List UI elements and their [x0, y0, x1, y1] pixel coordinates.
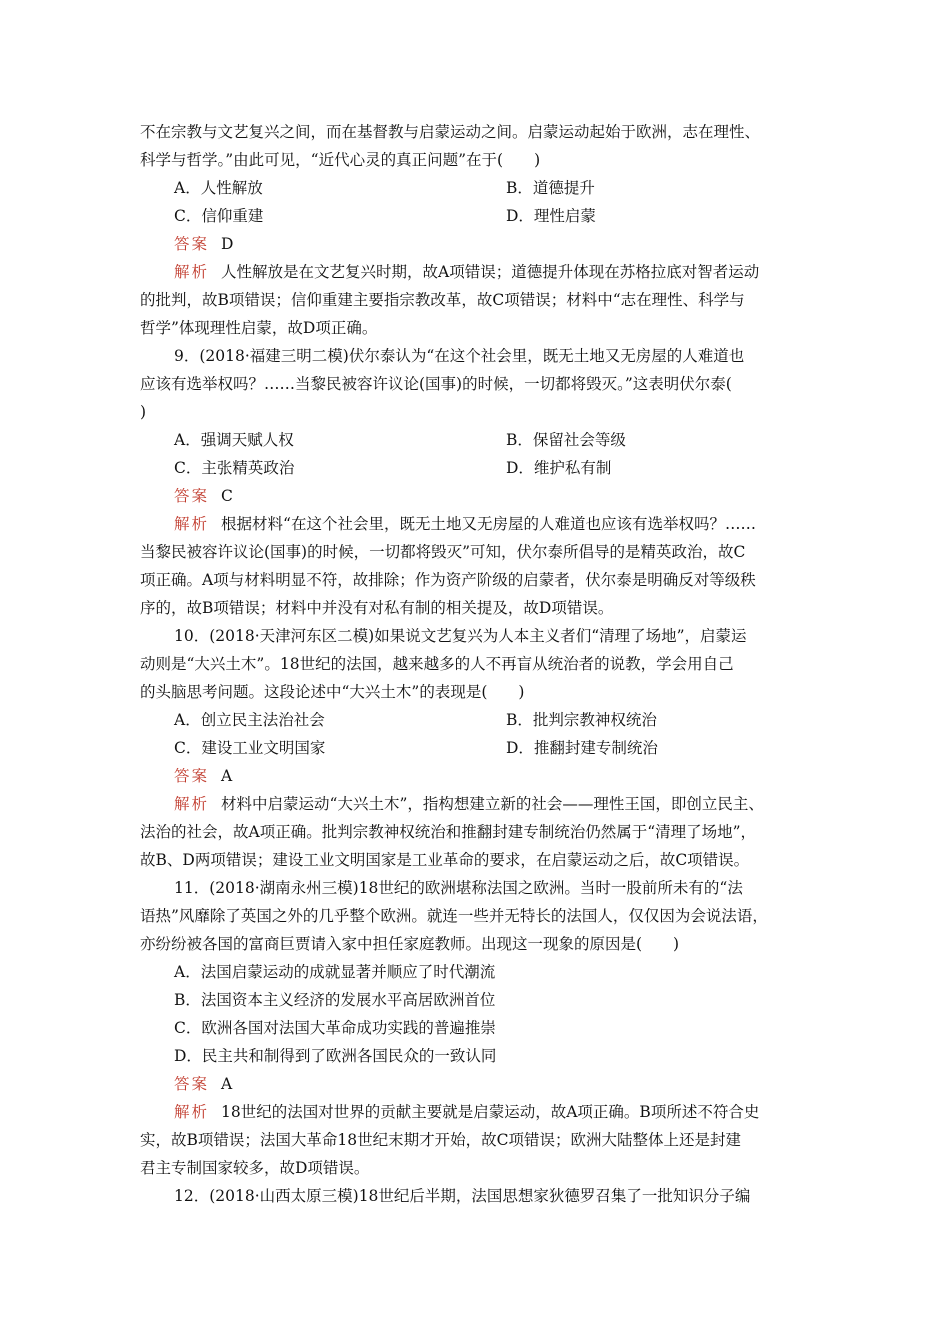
question-stem: 9．(2018·福建三明二模)伏尔泰认为“在这个社会里，既无土地又无房屋的人难道也: [174, 347, 745, 365]
option-d: D．民主共和制得到了欧洲各国民众的一致认同: [174, 1047, 497, 1065]
option-a: A．法国启蒙运动的成就显著并顺应了时代潮流: [174, 963, 496, 981]
option-c: C．信仰重建: [174, 207, 264, 225]
question-stem: 应该有选举权吗？……当黎民被容许议论(国事)的时候，一切都将毁灭。”这表明伏尔泰(: [140, 375, 732, 393]
answer-value: C: [221, 487, 233, 505]
question-stem: 的头脑思考问题。这段论述中“大兴土木”的表现是( ): [140, 683, 525, 701]
option-a: A．创立民主法治社会: [174, 711, 325, 729]
analysis-line: 君主专制国家较多，故D项错误。: [140, 1159, 370, 1177]
analysis-label: 解析: [174, 795, 210, 813]
option-b: B．批判宗教神权统治: [506, 711, 657, 729]
analysis-line: [174, 1101, 759, 1123]
option-d: D．维护私有制: [506, 459, 612, 477]
analysis-text: 材料中启蒙运动“大兴土木”，指构想建立新的社会——理性王国，即创立民主、: [221, 795, 764, 813]
answer-line: [174, 765, 232, 787]
answer-label: 答案: [174, 1075, 210, 1093]
analysis-line: 序的，故B项错误；材料中并没有对私有制的相关提及，故D项错误。: [140, 599, 614, 617]
analysis-label: 解析: [174, 515, 210, 533]
analysis-line: 的批判，故B项错误；信仰重建主要指宗教改革，故C项错误；材料中“志在理性、科学与: [140, 291, 745, 309]
analysis-text: 18世纪的法国对世界的贡献主要就是启蒙运动，故A项正确。B项所述不符合史: [221, 1103, 760, 1121]
analysis-line: 故B、D两项错误；建设工业文明国家是工业革命的要求，在启蒙运动之后，故C项错误。: [140, 851, 750, 869]
analysis-label: 解析: [174, 263, 210, 281]
question-stem: 亦纷纷被各国的富商巨贾请入家中担任家庭教师。出现这一现象的原因是( ): [140, 935, 680, 953]
answer-line: [174, 233, 233, 255]
answer-label: 答案: [174, 767, 210, 785]
analysis-line: 当黎民被容许议论(国事)的时候，一切都将毁灭”可知，伏尔泰所倡导的是精英政治，故C: [140, 543, 746, 561]
question-stem: 10．(2018·天津河东区二模)如果说文艺复兴为人本主义者们“清理了场地”，启蒙运: [174, 627, 747, 645]
question-stem: 语热”风靡除了英国之外的几乎整个欧洲。就连一些并无特长的法国人，仅仅因为会说法语，: [140, 907, 768, 925]
analysis-text: 根据材料“在这个社会里，既无土地又无房屋的人难道也应该有选举权吗？……: [221, 515, 756, 533]
answer-line: [174, 1073, 232, 1095]
option-c: C．欧洲各国对法国大革命成功实践的普遍推崇: [174, 1019, 496, 1037]
answer-value: A: [221, 1075, 233, 1093]
answer-value: A: [221, 767, 233, 785]
intro-line: 科学与哲学。”由此可见，“近代心灵的真正问题”在于( ): [140, 151, 541, 169]
option-c: C．主张精英政治: [174, 459, 295, 477]
analysis-line: 实，故B项错误；法国大革命18世纪末期才开始，故C项错误；欧洲大陆整体上还是封建: [140, 1131, 741, 1149]
answer-label: 答案: [174, 487, 210, 505]
option-a: A．人性解放: [174, 179, 263, 197]
answer-label: 答案: [174, 235, 210, 253]
question-stem: 12．(2018·山西太原三模)18世纪后半期，法国思想家狄德罗召集了一批知识分子编: [174, 1187, 751, 1205]
intro-line: 不在宗教与文艺复兴之间，而在基督教与启蒙运动之间。启蒙运动起始于欧洲，志在理性、: [140, 123, 761, 141]
question-stem: 11．(2018·湖南永州三模)18世纪的欧洲堪称法国之欧洲。当时一股前所未有的“法: [174, 879, 743, 897]
analysis-line: [174, 513, 756, 535]
question-stem: 动则是“大兴土木”。18世纪的法国，越来越多的人不再盲从统治者的说教，学会用自己: [140, 655, 734, 673]
analysis-line: [174, 793, 764, 815]
option-d: D．推翻封建专制统治: [506, 739, 658, 757]
analysis-line: [174, 261, 759, 283]
option-d: D．理性启蒙: [506, 207, 596, 225]
option-b: B．保留社会等级: [506, 431, 626, 449]
analysis-label: 解析: [174, 1103, 210, 1121]
option-b: B．道德提升: [506, 179, 595, 197]
option-b: B．法国资本主义经济的发展水平高居欧洲首位: [174, 991, 496, 1009]
option-a: A．强调天赋人权: [174, 431, 294, 449]
analysis-line: 法治的社会，故A项正确。批判宗教神权统治和推翻封建专制统治仍然属于“清理了场地”，: [140, 823, 757, 841]
analysis-line: 项正确。A项与材料明显不符，故排除；作为资产阶级的启蒙者，伏尔泰是明确反对等级秩: [140, 571, 756, 589]
analysis-line: 哲学”体现理性启蒙，故D项正确。: [140, 319, 378, 337]
question-stem: ): [140, 403, 147, 421]
answer-line: [174, 485, 233, 507]
option-c: C．建设工业文明国家: [174, 739, 326, 757]
analysis-text: 人性解放是在文艺复兴时期，故A项错误；道德提升体现在苏格拉底对智者运动: [221, 263, 760, 281]
answer-value: D: [221, 235, 234, 253]
